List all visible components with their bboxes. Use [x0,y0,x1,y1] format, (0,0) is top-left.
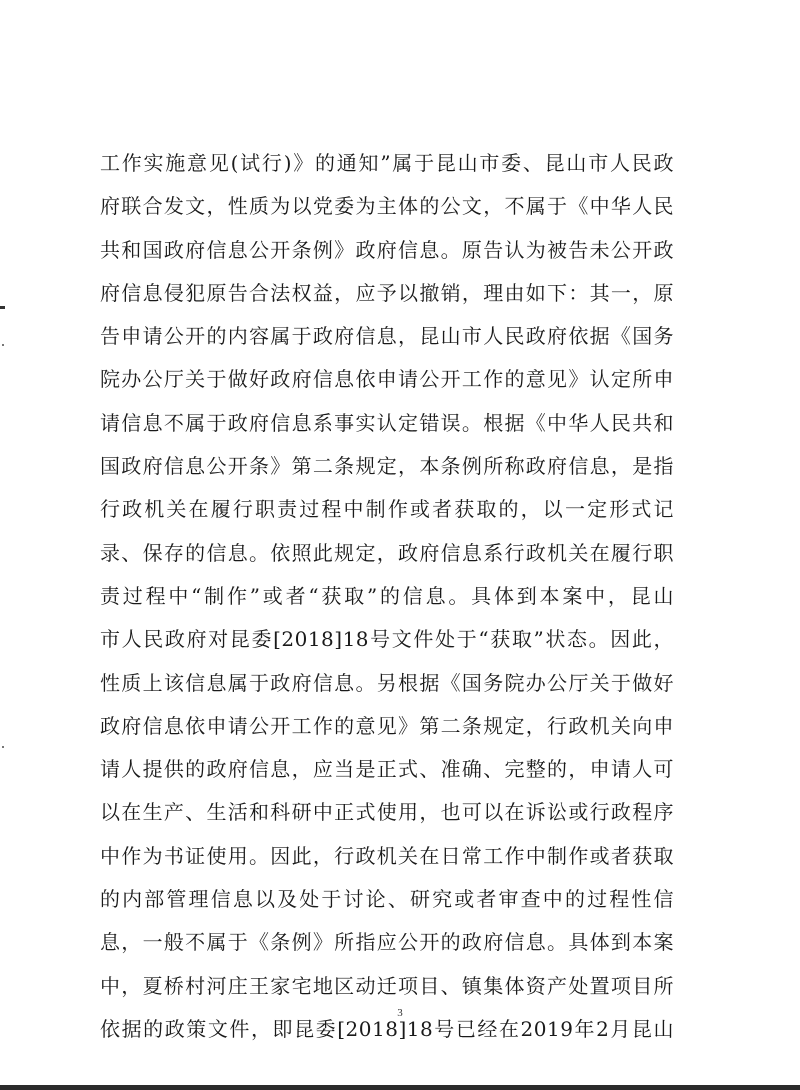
text-line: 息，一般不属于《条例》所指应公开的政府信息。具体到本案 [100,930,674,955]
text-line: 府联合发文，性质为以党委为主体的公文，不属于《中华人民 [100,194,674,219]
body-text [100,142,674,1051]
text-line: 国政府信息公开条》第二条规定，本条例所称政府信息，是指 [100,454,674,479]
text-line: 工作实施意见(试行)》的通知”属于昆山市委、昆山市人民政 [100,151,674,175]
text-line: 性质上该信息属于政府信息。另根据《国务院办公厅关于做好 [100,670,674,695]
text-line: 请人提供的政府信息，应当是正式、准确、完整的，申请人可 [100,757,674,782]
text-line: 市人民政府对昆委[2018]18号文件处于“获取”状态。因此， [100,627,674,652]
scan-edge [0,1085,800,1090]
text-line: 以在生产、生活和科研中正式使用，也可以在诉讼或行政程序 [100,800,674,825]
scan-artifact-mark [0,306,5,309]
page-number: 3 [397,1007,403,1019]
text-line: 府信息侵犯原告合法权益，应予以撤销，理由如下：其一，原 [100,280,674,305]
text-line: 录、保存的信息。依照此规定，政府信息系行政机关在履行职 [100,540,674,565]
text-line: 院办公厅关于做好政府信息依申请公开工作的意见》认定所申 [100,367,674,392]
text-line: 告申请公开的内容属于政府信息，昆山市人民政府依据《国务 [100,324,674,349]
text-line: 请信息不属于政府信息系事实认定错误。根据《中华人民共和 [100,410,674,435]
text-line: 中作为书证使用。因此，行政机关在日常工作中制作或者获取 [100,843,674,868]
text-line: 依据的政策文件，即昆委[2018]18号已经在2019年2月昆山 [100,1016,674,1041]
text-line: 中，夏桥村河庄王家宅地区动迁项目、镇集体资产处置项目所 [100,973,674,998]
text-line: 政府信息依申请公开工作的意见》第二条规定，行政机关向申 [100,713,674,738]
text-line: 的内部管理信息以及处于讨论、研究或者审查中的过程性信 [100,887,674,912]
scan-artifact-mark [2,746,4,748]
text-line: 行政机关在履行职责过程中制作或者获取的，以一定形式记 [100,497,674,522]
scan-artifact-mark [2,344,4,346]
text-line: 责过程中“制作”或者“获取”的信息。具体到本案中，昆山 [100,583,674,608]
text-line: 共和国政府信息公开条例》政府信息。原告认为被告未公开政 [100,237,674,262]
